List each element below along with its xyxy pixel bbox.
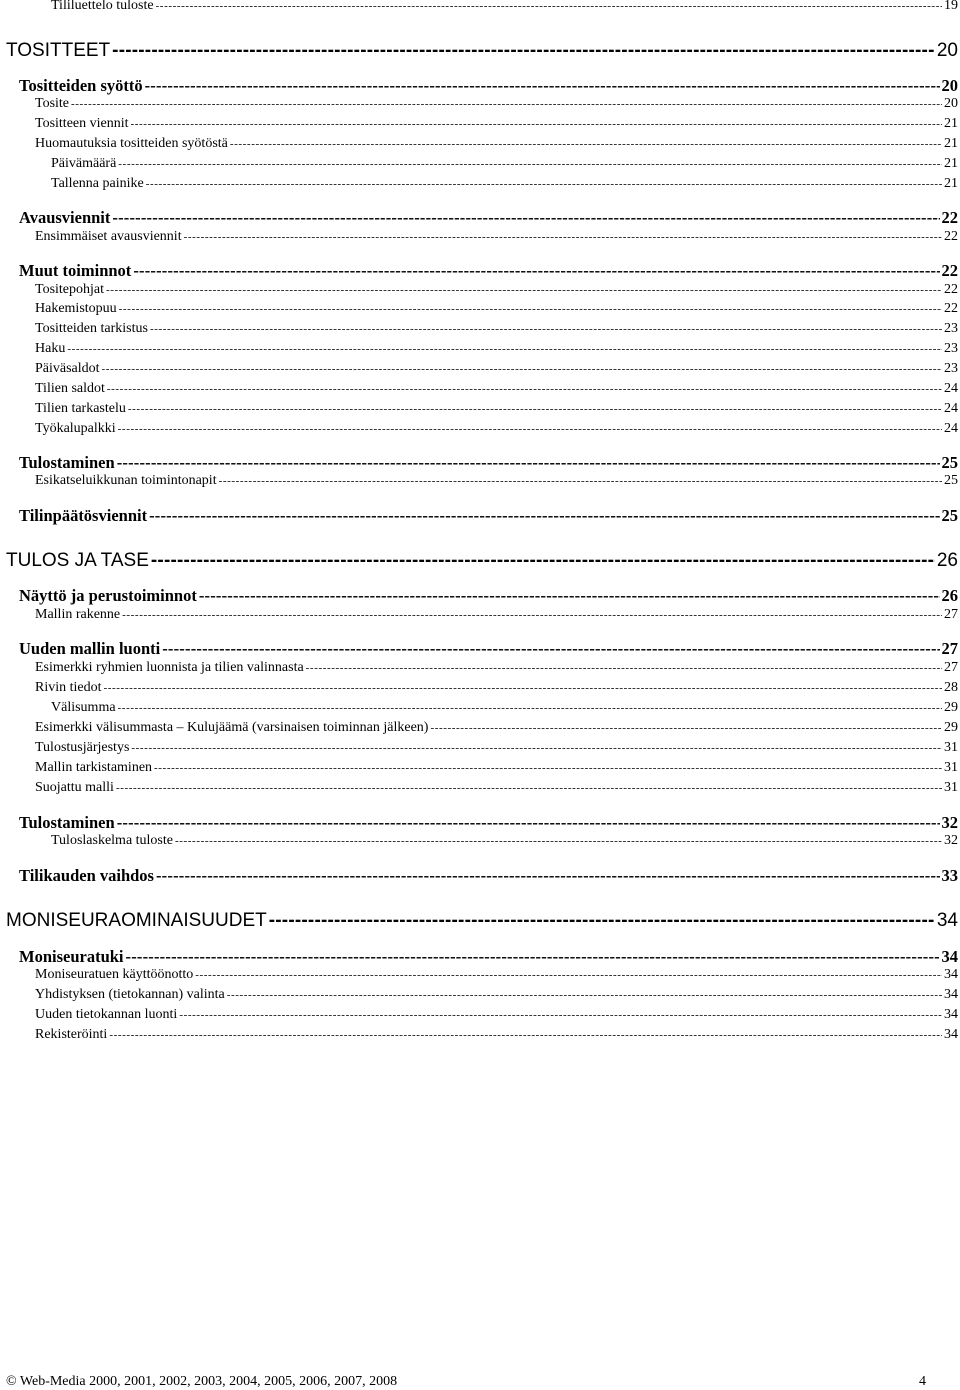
toc-entry[interactable] — [35, 1007, 958, 1026]
toc-entry-page-number: 28 — [944, 680, 958, 695]
toc-entry-page-number: 34 — [944, 1027, 958, 1042]
dot-leader — [67, 343, 942, 355]
toc-entry-title: Suojattu malli — [35, 780, 114, 795]
toc-entry-page-number: 21 — [944, 136, 958, 151]
dot-leader — [107, 383, 942, 395]
toc-entry-page-number: 20 — [941, 76, 958, 95]
dot-leader — [131, 118, 942, 130]
toc-entry-page-number: 31 — [944, 780, 958, 795]
toc-entry[interactable] — [19, 586, 958, 607]
toc-entry-page-number: 23 — [944, 321, 958, 336]
toc-entry-title: Uuden tietokannan luonti — [35, 1007, 178, 1022]
dot-leader — [117, 813, 940, 833]
toc-entry-page-number: 31 — [944, 760, 958, 775]
toc-entry-title: Tositteiden syöttö — [19, 76, 143, 95]
dot-leader — [118, 702, 942, 714]
toc-entry[interactable] — [19, 76, 958, 97]
toc-entry[interactable] — [35, 116, 958, 135]
toc-entry-page-number: 22 — [944, 229, 958, 244]
toc-entry[interactable] — [35, 401, 958, 420]
dot-leader — [118, 158, 942, 170]
dot-leader — [112, 40, 935, 62]
toc-entry-title: Hakemistopuu — [35, 301, 117, 316]
toc-entry[interactable] — [35, 136, 958, 155]
toc-entry-title: Tulostusjärjestys — [35, 740, 130, 755]
toc-entry[interactable] — [35, 967, 958, 986]
toc-entry-page-number: 29 — [944, 720, 958, 735]
toc-entry[interactable] — [35, 987, 958, 1006]
toc-entry-page-number: 21 — [944, 176, 958, 191]
toc-entry-page-number: 34 — [944, 987, 958, 1002]
dot-leader — [71, 98, 942, 110]
toc-entry-title: Uuden mallin luonti — [19, 639, 161, 658]
toc-entry-page-number: 27 — [944, 660, 958, 675]
toc-entry-page-number: 22 — [944, 301, 958, 316]
toc-entry-title: Tositepohjat — [35, 282, 105, 297]
toc-entry-title: Esimerkki ryhmien luonnista ja tilien valinnasta — [35, 660, 304, 675]
toc-entry-title: Näyttö ja perustoiminnot — [19, 586, 197, 605]
dot-leader — [133, 261, 939, 281]
toc-entry-title: Tallenna painike — [51, 176, 144, 191]
toc-entry[interactable] — [51, 833, 958, 852]
toc-entry-page-number: 20 — [944, 96, 958, 111]
toc-entry-title: TULOS JA TASE — [6, 550, 149, 571]
toc-entry-page-number: 32 — [944, 833, 958, 848]
dot-leader — [117, 453, 940, 473]
toc-entry-title: Tilien saldot — [35, 381, 105, 396]
toc-entry-page-number: 26 — [941, 586, 958, 605]
toc-entry-title: Tuloslaskelma tuloste — [51, 833, 173, 848]
toc-entry[interactable] — [51, 0, 958, 17]
toc-entry-title: Tositteiden tarkistus — [35, 321, 148, 336]
toc-entry[interactable] — [35, 780, 958, 799]
toc-entry-page-number: 25 — [941, 506, 958, 525]
toc-entry[interactable] — [35, 680, 958, 699]
dot-leader — [116, 782, 942, 794]
toc-entry-page-number: 29 — [944, 700, 958, 715]
toc-entry-page-number: 21 — [944, 156, 958, 171]
toc-entry[interactable] — [35, 282, 958, 301]
toc-entry-page-number: 25 — [941, 453, 958, 472]
toc-entry-title: Avausviennit — [19, 208, 111, 227]
toc-entry[interactable] — [35, 301, 958, 320]
toc-entry[interactable] — [35, 229, 958, 248]
toc-entry[interactable] — [35, 321, 958, 340]
toc-entry[interactable] — [35, 361, 958, 380]
toc-entry[interactable] — [19, 866, 958, 887]
toc-entry[interactable] — [19, 947, 958, 968]
dot-leader — [184, 231, 942, 243]
toc-entry[interactable] — [35, 760, 958, 779]
toc-entry[interactable] — [35, 96, 958, 115]
dot-leader — [430, 722, 942, 734]
page-number: 4 — [919, 1374, 926, 1389]
dot-leader — [175, 835, 942, 847]
toc-entry-title: Tosite — [35, 96, 70, 111]
toc-entry-title: Haku — [35, 341, 66, 356]
toc-entry-title: Yhdistyksen (tietokannan) valinta — [35, 987, 225, 1002]
dot-leader — [195, 969, 942, 981]
toc-entry-title: Välisumma — [51, 700, 116, 715]
dot-leader — [150, 323, 942, 335]
toc-entry-title: Tilinpäätösviennit — [19, 506, 148, 525]
dot-leader — [119, 303, 942, 315]
toc-entry-title: Esikatseluikkunan toimintonapit — [35, 473, 217, 488]
toc-entry-page-number: 33 — [941, 866, 958, 885]
dot-leader — [145, 76, 940, 96]
toc-entry[interactable] — [35, 607, 958, 626]
toc-entry-title: Muut toiminnot — [19, 261, 132, 280]
toc-entry-page-number: 34 — [936, 910, 958, 931]
toc-entry[interactable] — [19, 208, 958, 229]
toc-entry-page-number: 27 — [941, 639, 958, 658]
toc-entry-page-number: 21 — [944, 116, 958, 131]
toc-entry-title: Tililuettelo tuloste — [51, 0, 154, 13]
dot-leader — [149, 506, 939, 526]
toc-entry-title: Rekisteröinti — [35, 1027, 108, 1042]
toc-entry-title: Moniseuratuki — [19, 947, 124, 966]
dot-leader — [156, 866, 940, 886]
dot-leader — [162, 639, 939, 659]
toc-entry[interactable] — [35, 660, 958, 679]
dot-leader — [109, 1029, 942, 1041]
toc-entry-title: Esimerkki välisummasta – Kulujäämä (varsinaisen toiminnan jälkeen) — [35, 720, 429, 735]
page-footer — [6, 1374, 926, 1390]
dot-leader — [118, 423, 942, 435]
toc-entry[interactable] — [19, 813, 958, 834]
dot-leader — [227, 989, 942, 1001]
toc-entry[interactable] — [35, 740, 958, 759]
dot-leader — [122, 609, 942, 621]
toc-entry[interactable] — [35, 473, 958, 492]
dot-leader — [104, 682, 943, 694]
toc-entry-page-number: 34 — [944, 967, 958, 982]
toc-entry-title: Työkalupalkki — [35, 421, 116, 436]
toc-entry-page-number: 34 — [944, 1007, 958, 1022]
toc-entry[interactable] — [51, 176, 958, 195]
toc-entry-page-number: 20 — [936, 40, 958, 61]
toc-entry[interactable] — [19, 639, 958, 660]
toc-entry-page-number: 23 — [944, 361, 958, 376]
dot-leader — [102, 363, 942, 375]
dot-leader — [219, 475, 942, 487]
toc-entry-title: Moniseuratuen käyttöönotto — [35, 967, 194, 982]
toc-entry-title: Tositteen viennit — [35, 116, 129, 131]
toc-entry-title: MONISEURAOMINAISUUDET — [6, 910, 267, 931]
dot-leader — [106, 284, 942, 296]
toc-entry-page-number: 31 — [944, 740, 958, 755]
dot-leader — [269, 910, 935, 932]
toc-entry[interactable] — [6, 910, 958, 934]
toc-entry-title: Tulostaminen — [19, 813, 115, 832]
toc-entry-page-number: 24 — [944, 401, 958, 416]
dot-leader — [230, 138, 942, 150]
toc-entry-page-number: 27 — [944, 607, 958, 622]
dot-leader — [112, 208, 939, 228]
toc-entry-title: TOSITTEET — [6, 40, 111, 61]
toc-entry-title: Ensimmäiset avausviennit — [35, 229, 182, 244]
toc-entry-title: Päiväsaldot — [35, 361, 100, 376]
dot-leader — [146, 178, 942, 190]
dot-leader — [156, 0, 942, 12]
dot-leader — [151, 550, 935, 572]
copyright-notice: © Web-Media 2000, 2001, 2002, 2003, 2004, 2005, 2006, 2007, 2008 — [6, 1374, 398, 1389]
dot-leader — [154, 762, 942, 774]
toc-entry[interactable] — [35, 381, 958, 400]
dot-leader — [126, 947, 940, 967]
toc-entry[interactable] — [35, 720, 958, 739]
toc-entry-page-number: 24 — [944, 421, 958, 436]
toc-entry[interactable] — [35, 1027, 958, 1046]
toc-entry-page-number: 19 — [944, 0, 958, 13]
toc-entry-title: Tilien tarkastelu — [35, 401, 126, 416]
toc-entry[interactable] — [6, 40, 958, 64]
toc-entry-title: Huomautuksia tositteiden syötöstä — [35, 136, 228, 151]
toc-entry[interactable] — [51, 156, 958, 175]
toc-entry-title: Tulostaminen — [19, 453, 115, 472]
toc-entry-page-number: 22 — [941, 208, 958, 227]
toc-entry-page-number: 32 — [941, 813, 958, 832]
toc-entry-page-number: 22 — [944, 282, 958, 297]
toc-entry-page-number: 26 — [936, 550, 958, 571]
toc-entry[interactable] — [19, 506, 958, 527]
dot-leader — [131, 742, 942, 754]
toc-entry[interactable] — [19, 261, 958, 282]
toc-entry-page-number: 24 — [944, 381, 958, 396]
toc-entry-title: Päivämäärä — [51, 156, 117, 171]
dot-leader — [199, 586, 940, 606]
toc-entry-title: Rivin tiedot — [35, 680, 102, 695]
toc-entry-page-number: 23 — [944, 341, 958, 356]
toc-entry[interactable] — [19, 453, 958, 474]
toc-entry[interactable] — [6, 550, 958, 574]
dot-leader — [128, 403, 942, 415]
toc-entry[interactable] — [51, 700, 958, 719]
toc-entry-page-number: 22 — [941, 261, 958, 280]
toc-entry[interactable] — [35, 341, 958, 360]
toc-entry-title: Tilikauden vaihdos — [19, 866, 154, 885]
toc-entry[interactable] — [35, 421, 958, 440]
toc-entry-title: Mallin tarkistaminen — [35, 760, 153, 775]
dot-leader — [306, 662, 942, 674]
toc-entry-page-number: 25 — [944, 473, 958, 488]
dot-leader — [179, 1009, 942, 1021]
toc-entry-title: Mallin rakenne — [35, 607, 121, 622]
toc-entry-page-number: 34 — [941, 947, 958, 966]
